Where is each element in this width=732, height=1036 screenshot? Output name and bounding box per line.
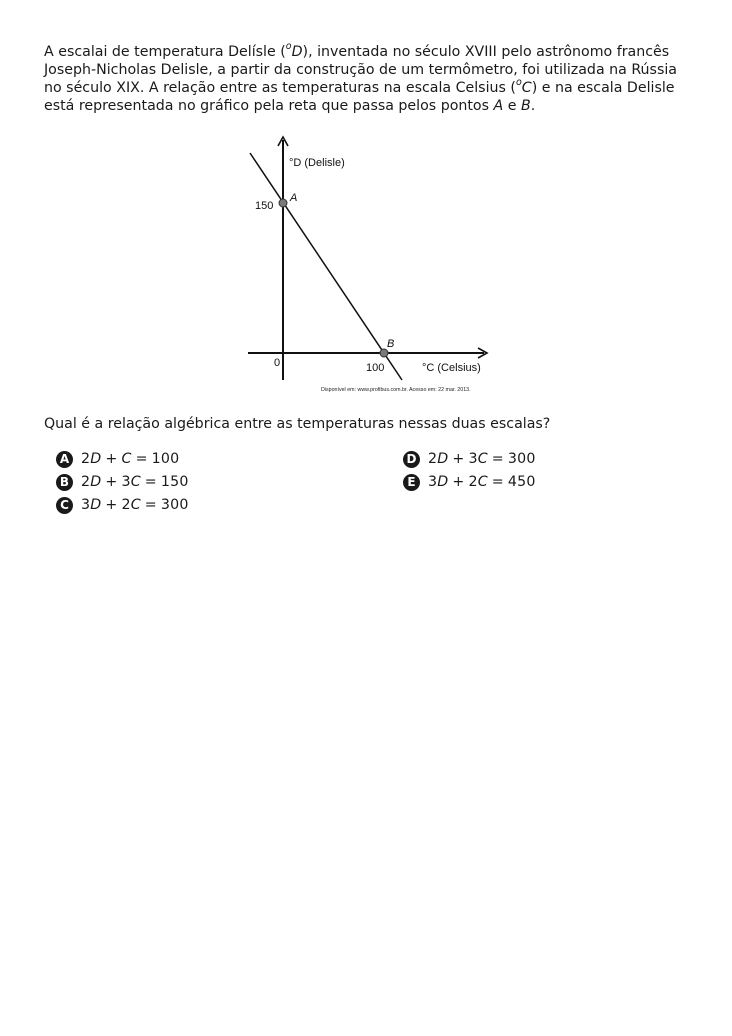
point-b-label: B [387,338,395,350]
option-e[interactable] [403,472,536,492]
chart-source: Disponível em: www.profibus.com.br. Acesso em: 22 mar. 2013. [321,387,471,393]
point-a-label: A [290,192,298,204]
intro-line-2: Joseph-Nicholas Delisle, a partir da construção de um termômetro, foi utilizada na Rússia [44,62,677,78]
option-letter-badge: C [56,497,73,514]
option-equation: 3D + 2C = 450 [428,474,536,490]
question-text: Qual é a relação algébrica entre as temperaturas nessas duas escalas? [44,416,551,432]
option-equation: 2D + 3C = 150 [81,474,189,490]
option-c[interactable] [56,495,189,515]
delisle-celsius-chart [240,130,510,410]
option-equation: 2D + 3C = 300 [428,451,536,467]
intro-line-4: está representada no gráfico pela reta que passa pelos pontos A e B. [44,98,536,114]
option-a[interactable] [56,449,179,469]
option-letter-badge: D [403,451,420,468]
intro-line-3: no século XIX. A relação entre as temperaturas na escala Celsius ($^o$C) e na escala Delisle [44,77,675,96]
option-d[interactable] [403,449,536,469]
option-equation: 3D + 2C = 300 [81,497,189,513]
line-ab [250,153,402,380]
intro-line-1: A escalai de temperatura Delísle ($^o$D), inventada no século XVIII pelo astrônomo francês [44,41,670,60]
x-tick-100: 100 [366,362,385,374]
y-tick-150: 150 [255,200,274,212]
point-b [380,349,388,357]
y-axis-label: °D (Delisle) [289,157,345,169]
option-b[interactable] [56,472,189,492]
point-a [279,199,287,207]
option-letter-badge: A [56,451,73,468]
option-letter-badge: B [56,474,73,491]
option-letter-badge: E [403,474,420,491]
option-equation: 2D + C = 100 [81,451,180,467]
origin-label: 0 [274,357,281,369]
x-axis-label: °C (Celsius) [422,362,481,374]
intro-paragraph [44,43,694,115]
